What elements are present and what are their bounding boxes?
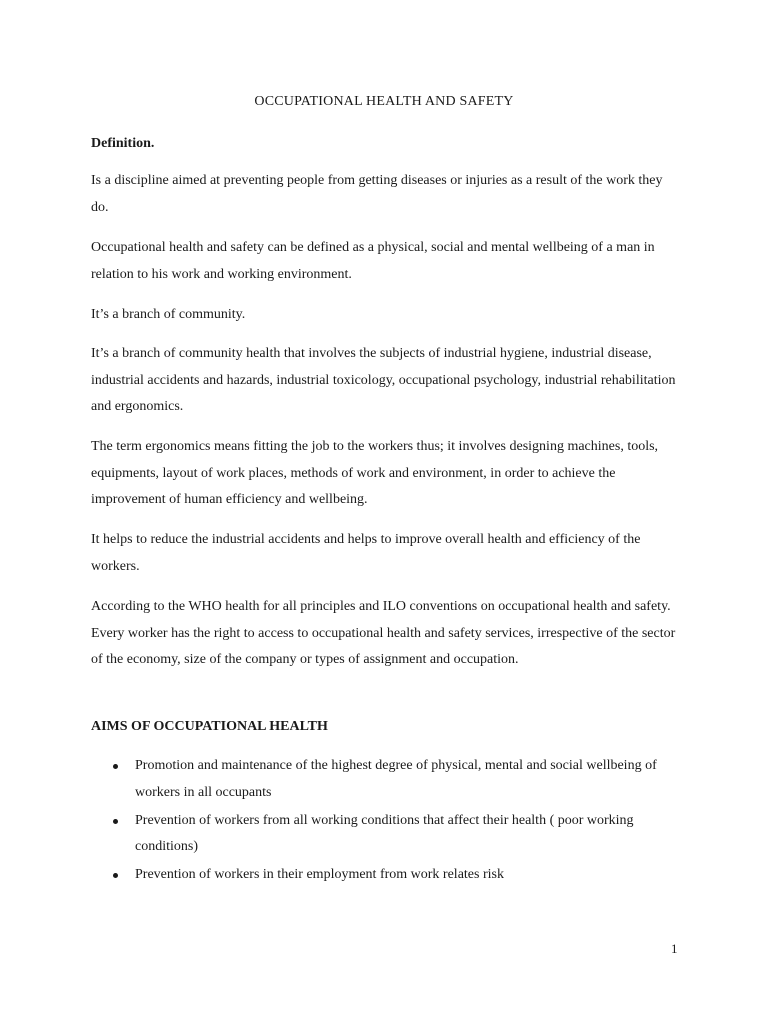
aims-list bbox=[91, 753, 681, 890]
aims-item-text: Promotion and maintenance of the highest degree of physical, mental and social wellbeing of workers in all occupants bbox=[135, 758, 657, 800]
paragraph-2: Occupational health and safety can be defined as a physical, social and mental wellbeing of a man in relation to his work and working environment. bbox=[91, 240, 655, 282]
paragraph-7: According to the WHO health for all principles and ILO conventions on occupational health and safety. Every worker has the right to access to occupational health and safety services, irrespective of the sector of the economy, size of the company or types of assignment and occupation. bbox=[91, 599, 676, 668]
aims-item-text: Prevention of workers from all working conditions that affect their health ( poor working conditions) bbox=[135, 812, 634, 855]
bullet-icon bbox=[113, 873, 118, 878]
document-title: OCCUPATIONAL HEALTH AND SAFETY bbox=[254, 94, 514, 109]
page-number: 1 bbox=[671, 941, 678, 956]
paragraph-3: It’s a branch of community. bbox=[91, 307, 246, 322]
aims-heading: AIMS OF OCCUPATIONAL HEALTH bbox=[91, 719, 328, 734]
aims-list-item bbox=[91, 753, 681, 806]
bullet-icon bbox=[113, 819, 118, 824]
bullet-icon bbox=[113, 764, 118, 769]
aims-list-item bbox=[91, 808, 681, 861]
definition-heading: Definition. bbox=[91, 136, 155, 151]
paragraph-4: It’s a branch of community health that involves the subjects of industrial hygiene, industrial disease, industrial accidents and hazards, industrial toxicology, occupational psychology, industrial rehabilitation and ergonomics. bbox=[91, 346, 676, 415]
aims-item-text: Prevention of workers in their employment from work relates risk bbox=[135, 867, 504, 883]
paragraph-5: The term ergonomics means fitting the job to the workers thus; it involves designing machines, tools, equipments, layout of work places, methods of work and environment, in order to achieve the improvement of human efficiency and wellbeing. bbox=[91, 439, 659, 508]
aims-list-item bbox=[91, 862, 681, 889]
paragraph-1: Is a discipline aimed at preventing people from getting diseases or injuries as a result of the work they do. bbox=[91, 173, 663, 215]
paragraph-6: It helps to reduce the industrial accidents and helps to improve overall health and efficiency of the workers. bbox=[91, 532, 641, 574]
